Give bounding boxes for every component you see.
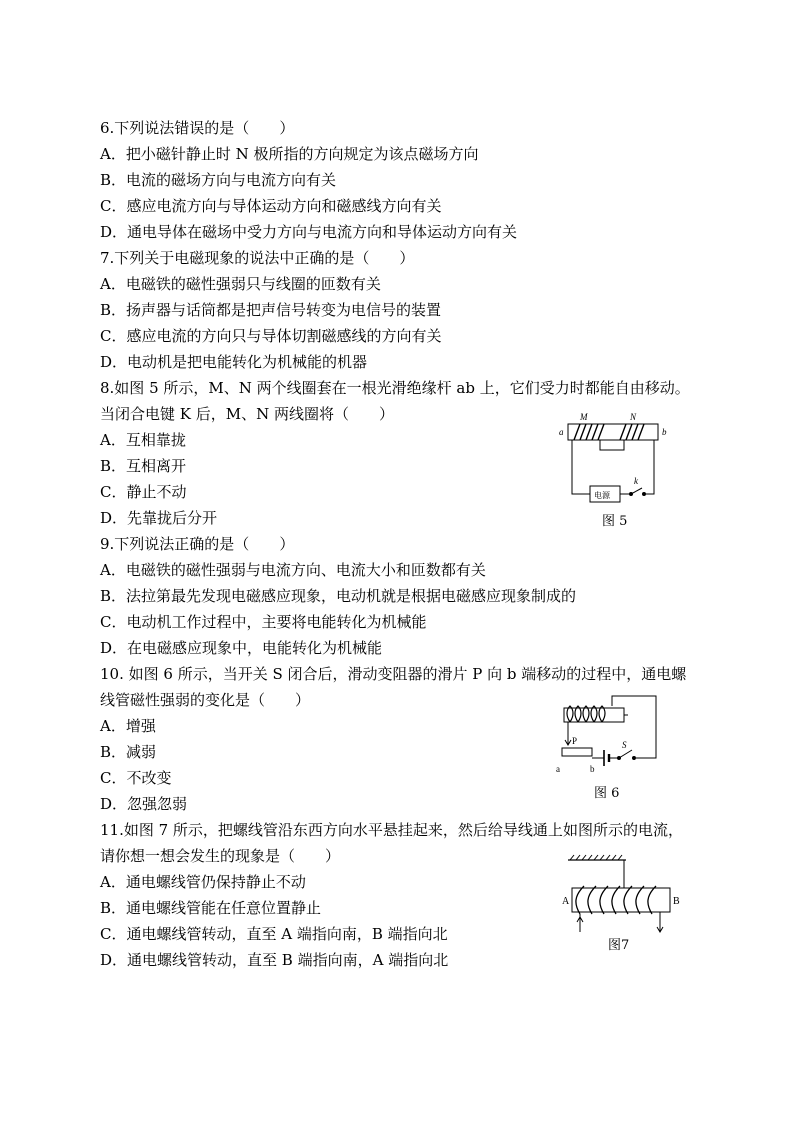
label-n: N <box>630 412 637 422</box>
q10-option-d: D．忽强忽弱 <box>100 795 188 813</box>
solenoid <box>572 888 670 912</box>
label-a: A <box>562 896 570 907</box>
q11-option-d: D．通电螺线管转动，直至 B 端指向南，A 端指向北 <box>100 951 449 969</box>
q9-option-c: C．电动机工作过程中，主要将电能转化为机械能 <box>100 613 427 631</box>
figure-5-coils-diagram <box>550 410 670 506</box>
q10-stem-line1: 10. 如图 6 所示，当开关 S 闭合后，滑动变阻器的滑片 P 向 b 端移动的过程中，通电螺 <box>100 665 687 683</box>
figure-7-suspended-solenoid-diagram <box>556 852 686 938</box>
q7-option-d: D．电动机是把电能转化为机械能的机器 <box>100 353 368 371</box>
q11-option-a: A．通电螺线管仍保持静止不动 <box>100 873 306 891</box>
q11-stem-line1: 11.如图 7 所示，把螺线管沿东西方向水平悬挂起来，然后给导线通上如图所示的电流， <box>100 821 683 839</box>
label-p: P <box>572 736 578 746</box>
q9-stem: 9.下列说法正确的是（ ） <box>100 535 295 553</box>
switch-k <box>631 488 642 494</box>
q11-option-b: B．通电螺线管能在任意位置静止 <box>100 899 322 917</box>
q9-option-d: D．在电磁感应现象中，电能转化为机械能 <box>100 639 383 657</box>
coil-m <box>574 424 604 440</box>
q8-option-c: C．静止不动 <box>100 483 187 501</box>
q8-option-d: D．先靠拢后分开 <box>100 509 218 527</box>
label-a: a <box>559 427 564 437</box>
q8-stem-line2: 当闭合电键 K 后，M、N 两线圈将（ ） <box>100 405 394 423</box>
q6-option-d: D．通电导体在磁场中受力方向与电流方向和导体运动方向有关 <box>100 223 518 241</box>
figure-7-caption: 图7 <box>608 938 630 953</box>
q10-stem-line2: 线管磁性强弱的变化是（ ） <box>100 691 311 709</box>
label-b: b <box>662 427 667 437</box>
q6-stem: 6.下列说法错误的是（ ） <box>100 119 295 137</box>
q7-option-b: B．扬声器与话筒都是把声信号转变为电信号的装置 <box>100 301 442 319</box>
label-a: a <box>556 764 560 774</box>
coil-n <box>620 424 644 440</box>
q10-option-b: B．减弱 <box>100 743 157 761</box>
q8-stem-line1: 8.如图 5 所示，M、N 两个线圈套在一根光滑绝缘杆 ab 上，它们受力时都能自由移动。 <box>100 379 690 397</box>
q10-option-c: C．不改变 <box>100 769 172 787</box>
power-label: 电源 <box>594 491 610 500</box>
label-k: k <box>634 476 638 486</box>
q6-option-b: B．电流的磁场方向与电流方向有关 <box>100 171 337 189</box>
rheostat <box>562 748 592 756</box>
q6-option-a: A．把小磁针静止时 N 极所指的方向规定为该点磁场方向 <box>100 145 479 163</box>
q11-option-c: C．通电螺线管转动，直至 A 端指向南，B 端指向北 <box>100 925 448 943</box>
q8-option-a: A．互相靠拢 <box>100 431 186 449</box>
q7-option-c: C．感应电流的方向只与导体切割磁感线的方向有关 <box>100 327 442 345</box>
q8-option-b: B．互相离开 <box>100 457 187 475</box>
label-b: B <box>673 896 680 907</box>
figure-6-caption: 图 6 <box>594 786 620 801</box>
q7-stem: 7.下列关于电磁现象的说法中正确的是（ ） <box>100 249 415 267</box>
q10-option-a: A．增强 <box>100 717 156 735</box>
q9-option-a: A．电磁铁的磁性强弱与电流方向、电流大小和匝数都有关 <box>100 561 486 579</box>
q6-option-c: C．感应电流方向与导体运动方向和磁感线方向有关 <box>100 197 442 215</box>
figure-5-caption: 图 5 <box>602 514 628 529</box>
q7-option-a: A．电磁铁的磁性强弱只与线圈的匝数有关 <box>100 275 381 293</box>
figure-6-solenoid-rheostat-diagram <box>552 692 662 782</box>
q11-stem-line2: 请你想一想会发生的现象是（ ） <box>100 847 341 865</box>
label-m: M <box>580 412 588 422</box>
label-b: b <box>590 764 595 774</box>
label-s: S <box>622 740 627 750</box>
switch-s <box>619 750 632 758</box>
q9-option-b: B．法拉第最先发现电磁感应现象，电动机就是根据电磁感应现象制成的 <box>100 587 577 605</box>
